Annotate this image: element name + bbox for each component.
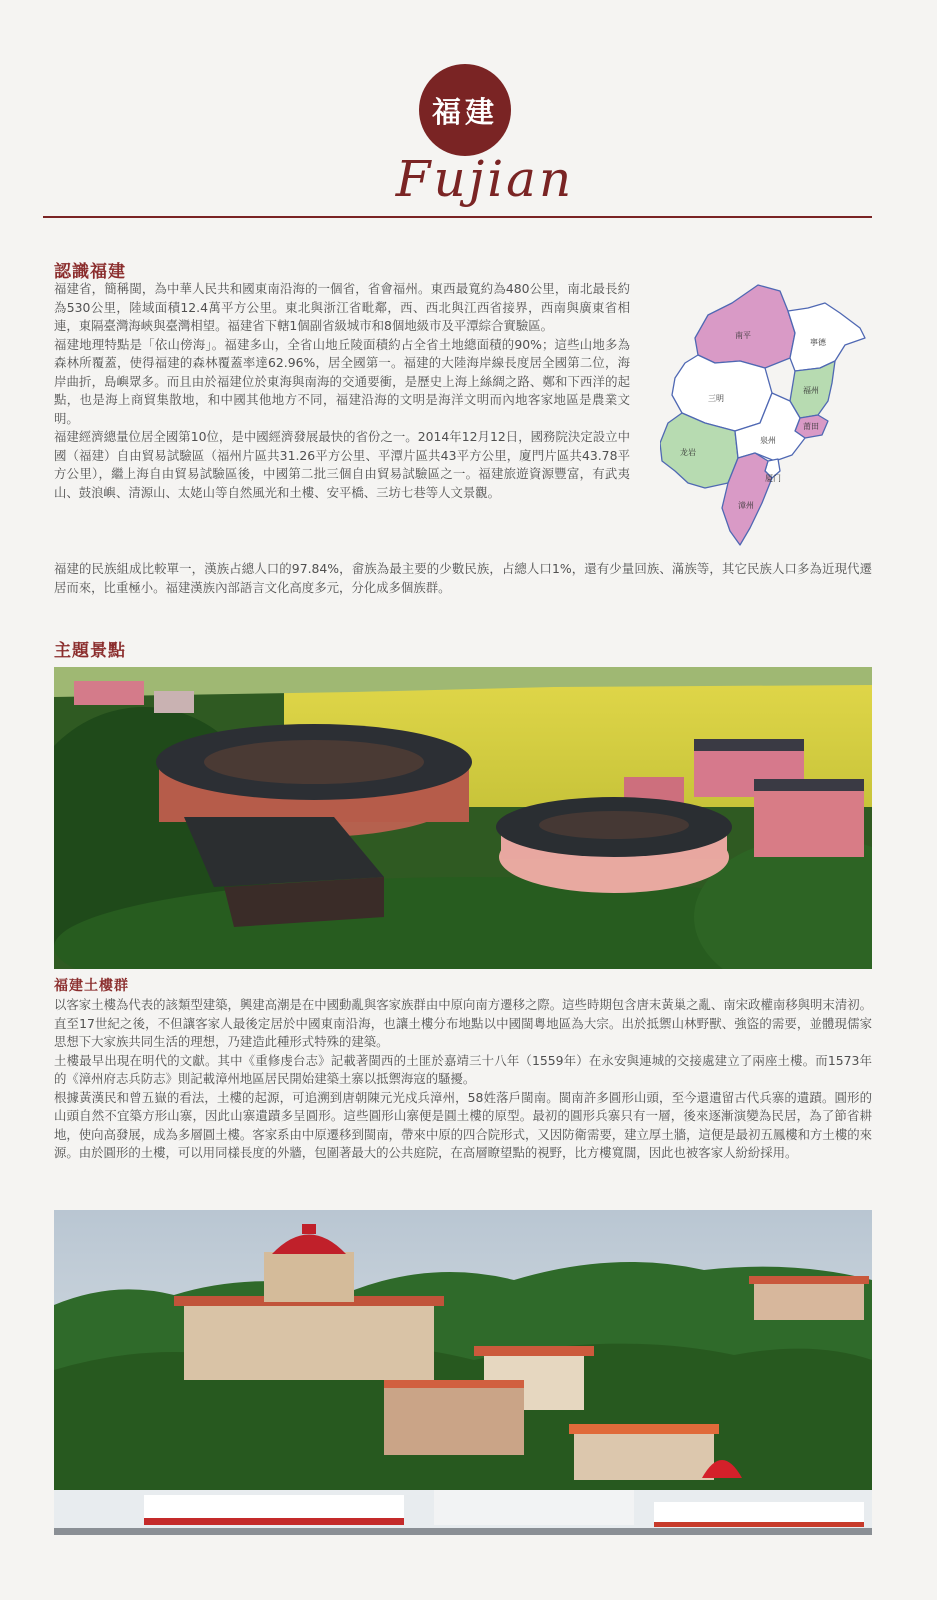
intro-body-wide — [54, 560, 872, 597]
intro-paragraph: 福建經濟總量位居全國第10位，是中國經濟發展最快的省份之一。2014年12月12日，國務院決定設立中國（福建）自由貿易試驗區（福州片區共31.26平方公里、平潭片區共43平方公里，廈門片區共43.78平方公里），繼上海自由貿易試驗區後，中國第二批三個自由貿易試驗區之一。福建旅遊資源豐富，有武夷山、鼓浪嶼、清源山、太姥山等自然風光和土樓、安平橋、三坊七巷等人文景觀。 — [54, 429, 630, 500]
intro-paragraph: 福建的民族組成比較單一，漢族占總人口的97.84%，畲族為最主要的少數民族，占總人口1%，還有少量回族、滿族等，其它民族人口多為近現代遷居而來，比重極小。福建漢族內部語言文化高度多元，分化成多個族群。 — [54, 561, 872, 595]
map-region-ningde — [788, 303, 865, 371]
map-label: 龙岩 — [680, 448, 696, 457]
tulou-paragraph: 土樓最早出現在明代的文獻。其中《重修虔台志》記載著閩西的土匪於嘉靖三十八年（1559年）在永安與連城的交接處建立了兩座土樓。而1573年的《漳州府志兵防志》則記載漳州地區居民開始建築土寨以抵禦海寇的騷擾。 — [54, 1052, 872, 1086]
map-label: 漳州 — [738, 501, 754, 510]
intro-body — [54, 280, 630, 502]
tulou-paragraph: 根據黃漢民和曾五嶽的看法，土樓的起源，可追溯到唐朝陳元光戍兵漳州，58姓落戶閩南。閩南許多圓形山頭，至今還遺留古代兵寨的遺蹟。圓形的山頭自然不宜築方形山寨，因此山寨遺蹟多呈圓形。這些圓形山寨便是圓土樓的原型。最初的圓形兵寨只有一層，後來逐漸演變為民居，為了節省耕地，使向高發展，成為多層圓土樓。客家系由中原遷移到閩南，帶來中原的四合院形式，又因防衛需要，建立厚土牆，這便是最初五鳳樓和方土樓的來源。由於圓形的土樓，可以用同樣長度的外牆，包圍著最大的公共庭院，在高層瞭望點的視野，比方樓寬闊，因此也被客家人紛紛採用。 — [54, 1089, 872, 1160]
tulou-title: 福建土樓群 — [54, 978, 129, 994]
gulangyu-photo — [54, 1210, 872, 1535]
map-label: 厦门 — [765, 474, 781, 483]
map-label: 莆田 — [803, 422, 819, 431]
intro-paragraph: 福建省，簡稱閩，為中華人民共和國東南沿海的一個省，省會福州。東西最寬約為480公里，南北最長約為530公里，陸域面積12.4萬平方公里。東北與浙江省毗鄰，西、西北與江西省接界，西南與廣東省相連，東隔臺灣海峽與臺灣相望。福建省下轄1個副省級城市和8個地級市及平潭綜合實驗區。 — [54, 281, 630, 333]
fujian-map — [660, 283, 890, 563]
tulou-paragraph: 以客家土樓為代表的該類型建築，興建高潮是在中國動亂與客家族群由中原向南方遷移之際。這些時期包含唐末黃巢之亂、南宋政權南移與明末清初。直至17世紀之後，不但讓客家人最後定居於中國東南沿海，也讓土樓分布地點以中國閩粵地區為大宗。出於抵禦山林野獸、強盜的需要，並體現儒家思想下大家族共同生活的理想，乃建造此種形式特殊的建築。 — [54, 997, 872, 1049]
map-label: 三明 — [708, 394, 724, 403]
intro-paragraph: 福建地理特點是「依山傍海」。福建多山，全省山地丘陵面積約占全省土地總面積的90%；這些山地多為森林所覆蓋，使得福建的森林覆蓋率達62.96%，居全國第一。福建的大陸海岸線長度居全國第二位，海岸曲折，島嶼眾多。而且由於福建位於東海與南海的交通要衝，是歷史上海上絲綢之路、鄭和下西洋的起點，也是海上商貿集散地，和中國其他地方不同，福建沿海的文明是海洋文明而內地客家地區是農業文明。 — [54, 336, 630, 426]
tulou-body — [54, 996, 872, 1163]
map-label: 南平 — [735, 331, 751, 340]
intro-title: 認識福建 — [54, 262, 126, 282]
title-badge: 福建 — [419, 64, 511, 156]
tulou-photo — [54, 667, 872, 969]
fujian-map-svg — [660, 283, 890, 563]
map-label: 泉州 — [760, 436, 776, 445]
attractions-title: 主題景點 — [54, 641, 126, 661]
map-label: 福州 — [803, 386, 819, 395]
map-label: 寧德 — [810, 338, 826, 347]
header-divider — [43, 216, 872, 218]
map-region-nanping — [695, 285, 795, 368]
page-title: Fujian — [395, 150, 575, 208]
